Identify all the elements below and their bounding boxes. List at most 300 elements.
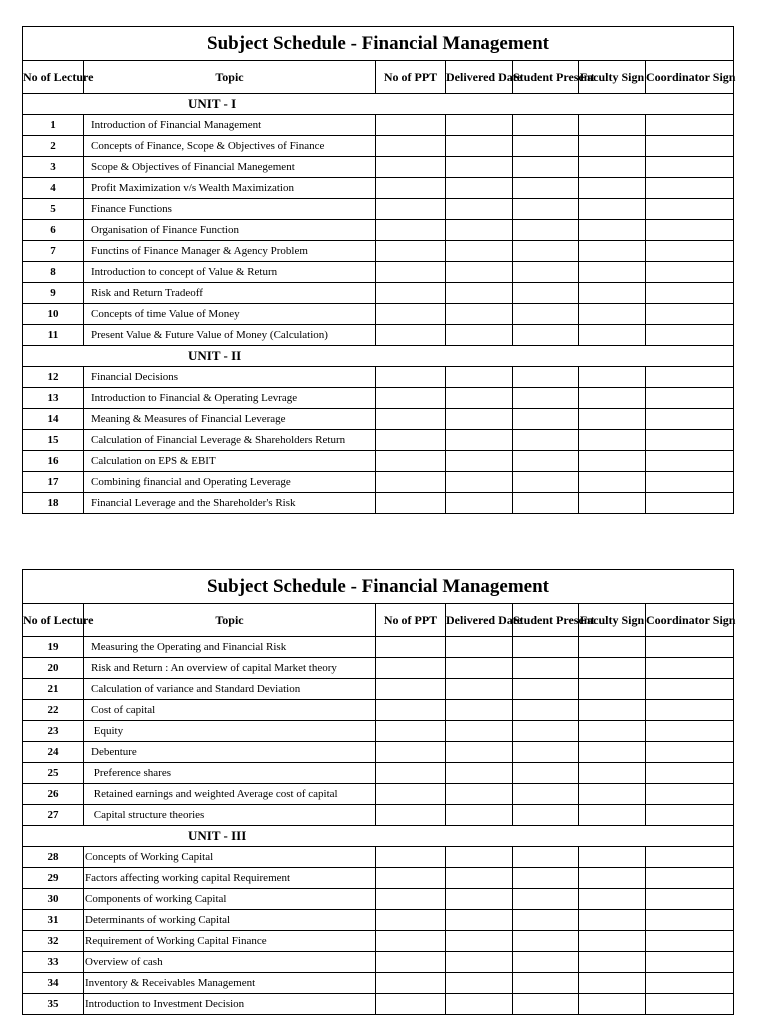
- ppt-cell[interactable]: [376, 367, 446, 388]
- table-row: [23, 847, 734, 868]
- lecture-number: 29: [23, 868, 84, 889]
- lecture-topic: Calculation of variance and Standard Deviation: [84, 679, 376, 700]
- lecture-number: 20: [23, 658, 84, 679]
- table-row: [23, 994, 734, 1015]
- ppt-cell[interactable]: [376, 115, 446, 136]
- lecture-topic: Overview of cash: [84, 952, 376, 973]
- delivered-date-cell[interactable]: [446, 451, 513, 472]
- lecture-number: 1: [23, 115, 84, 136]
- faculty-sign-cell[interactable]: [579, 952, 646, 973]
- table-row: [23, 367, 734, 388]
- lecture-number: 11: [23, 325, 84, 346]
- ppt-cell[interactable]: [376, 241, 446, 262]
- coordinator-sign-cell[interactable]: [646, 952, 734, 973]
- header-coordinator-sign: Coordinator Sign: [646, 61, 734, 94]
- faculty-sign-cell[interactable]: [579, 868, 646, 889]
- table-row: [23, 472, 734, 493]
- lecture-topic: Risk and Return Tradeoff: [84, 283, 376, 304]
- header-topic: Topic: [84, 604, 376, 637]
- student-present-cell[interactable]: [513, 367, 579, 388]
- coordinator-sign-cell[interactable]: [646, 283, 734, 304]
- coordinator-sign-cell[interactable]: [646, 304, 734, 325]
- lecture-number: 26: [23, 784, 84, 805]
- coordinator-sign-cell[interactable]: [646, 136, 734, 157]
- lecture-number: 23: [23, 721, 84, 742]
- lecture-number: 25: [23, 763, 84, 784]
- lecture-topic: Equity: [84, 721, 376, 742]
- faculty-sign-cell[interactable]: [579, 805, 646, 826]
- lecture-number: 22: [23, 700, 84, 721]
- lecture-topic: Debenture: [84, 742, 376, 763]
- lecture-topic: Requirement of Working Capital Finance: [84, 931, 376, 952]
- ppt-cell[interactable]: [376, 262, 446, 283]
- table-row: [23, 493, 734, 514]
- lecture-topic: Risk and Return : An overview of capital Market theory: [84, 658, 376, 679]
- ppt-cell[interactable]: [376, 700, 446, 721]
- delivered-date-cell[interactable]: [446, 157, 513, 178]
- coordinator-sign-cell[interactable]: [646, 388, 734, 409]
- lecture-topic: Cost of capital: [84, 700, 376, 721]
- table-row: [23, 199, 734, 220]
- student-present-cell[interactable]: [513, 889, 579, 910]
- faculty-sign-cell[interactable]: [579, 658, 646, 679]
- student-present-cell[interactable]: [513, 451, 579, 472]
- table-row: [23, 388, 734, 409]
- lecture-number: 3: [23, 157, 84, 178]
- lecture-topic: Preference shares: [84, 763, 376, 784]
- student-present-cell[interactable]: [513, 847, 579, 868]
- ppt-cell[interactable]: [376, 493, 446, 514]
- delivered-date-cell[interactable]: [446, 868, 513, 889]
- lecture-number: 30: [23, 889, 84, 910]
- unit-heading: UNIT - III: [23, 826, 734, 847]
- header-faculty-sign: Faculty Sign: [579, 61, 646, 94]
- delivered-date-cell[interactable]: [446, 304, 513, 325]
- table-row: [23, 889, 734, 910]
- student-present-cell[interactable]: [513, 973, 579, 994]
- lecture-number: 21: [23, 679, 84, 700]
- table-row: [23, 115, 734, 136]
- coordinator-sign-cell[interactable]: [646, 994, 734, 1015]
- student-present-cell[interactable]: [513, 763, 579, 784]
- student-present-cell[interactable]: [513, 262, 579, 283]
- ppt-cell[interactable]: [376, 409, 446, 430]
- coordinator-sign-cell[interactable]: [646, 409, 734, 430]
- faculty-sign-cell[interactable]: [579, 973, 646, 994]
- coordinator-sign-cell[interactable]: [646, 973, 734, 994]
- coordinator-sign-cell[interactable]: [646, 157, 734, 178]
- lecture-number: 8: [23, 262, 84, 283]
- ppt-cell[interactable]: [376, 430, 446, 451]
- faculty-sign-cell[interactable]: [579, 784, 646, 805]
- delivered-date-cell[interactable]: [446, 952, 513, 973]
- table-row: [23, 157, 734, 178]
- faculty-sign-cell[interactable]: [579, 388, 646, 409]
- header-ppt: No of PPT: [376, 604, 446, 637]
- table-row: [23, 220, 734, 241]
- lecture-number: 10: [23, 304, 84, 325]
- lecture-number: 15: [23, 430, 84, 451]
- student-present-cell[interactable]: [513, 868, 579, 889]
- lecture-topic: Concepts of Working Capital: [84, 847, 376, 868]
- ppt-cell[interactable]: [376, 784, 446, 805]
- coordinator-sign-cell[interactable]: [646, 889, 734, 910]
- student-present-cell[interactable]: [513, 721, 579, 742]
- lecture-number: 14: [23, 409, 84, 430]
- lecture-number: 4: [23, 178, 84, 199]
- ppt-cell[interactable]: [376, 472, 446, 493]
- delivered-date-cell[interactable]: [446, 805, 513, 826]
- schedule-title: Subject Schedule - Financial Management: [23, 570, 734, 604]
- faculty-sign-cell[interactable]: [579, 430, 646, 451]
- lecture-number: 17: [23, 472, 84, 493]
- delivered-date-cell[interactable]: [446, 763, 513, 784]
- delivered-date-cell[interactable]: [446, 409, 513, 430]
- lecture-topic: Calculation on EPS & EBIT: [84, 451, 376, 472]
- delivered-date-cell[interactable]: [446, 178, 513, 199]
- faculty-sign-cell[interactable]: [579, 409, 646, 430]
- ppt-cell[interactable]: [376, 157, 446, 178]
- table-row: [23, 430, 734, 451]
- table-row: [23, 262, 734, 283]
- header-student-present: Student Present: [513, 604, 579, 637]
- student-present-cell[interactable]: [513, 199, 579, 220]
- table-row: [23, 283, 734, 304]
- faculty-sign-cell[interactable]: [579, 451, 646, 472]
- lecture-number: 35: [23, 994, 84, 1015]
- delivered-date-cell[interactable]: [446, 700, 513, 721]
- delivered-date-cell[interactable]: [446, 220, 513, 241]
- ppt-cell[interactable]: [376, 952, 446, 973]
- lecture-topic: Financial Decisions: [84, 367, 376, 388]
- delivered-date-cell[interactable]: [446, 637, 513, 658]
- lecture-number: 32: [23, 931, 84, 952]
- lecture-topic: Meaning & Measures of Financial Leverage: [84, 409, 376, 430]
- faculty-sign-cell[interactable]: [579, 847, 646, 868]
- faculty-sign-cell[interactable]: [579, 115, 646, 136]
- coordinator-sign-cell[interactable]: [646, 262, 734, 283]
- ppt-cell[interactable]: [376, 847, 446, 868]
- table-row: [23, 679, 734, 700]
- student-present-cell[interactable]: [513, 136, 579, 157]
- coordinator-sign-cell[interactable]: [646, 721, 734, 742]
- delivered-date-cell[interactable]: [446, 241, 513, 262]
- ppt-cell[interactable]: [376, 304, 446, 325]
- student-present-cell[interactable]: [513, 994, 579, 1015]
- delivered-date-cell[interactable]: [446, 679, 513, 700]
- student-present-cell[interactable]: [513, 241, 579, 262]
- lecture-topic: Measuring the Operating and Financial Risk: [84, 637, 376, 658]
- ppt-cell[interactable]: [376, 451, 446, 472]
- lecture-number: 2: [23, 136, 84, 157]
- lecture-topic: Factors affecting working capital Requirement: [84, 868, 376, 889]
- coordinator-sign-cell[interactable]: [646, 658, 734, 679]
- ppt-cell[interactable]: [376, 679, 446, 700]
- lecture-topic: Financial Leverage and the Shareholder's Risk: [84, 493, 376, 514]
- coordinator-sign-cell[interactable]: [646, 178, 734, 199]
- lecture-topic: Present Value & Future Value of Money (Calculation): [84, 325, 376, 346]
- header-faculty-sign: Faculty Sign: [579, 604, 646, 637]
- table-row: [23, 136, 734, 157]
- lecture-number: 9: [23, 283, 84, 304]
- header-lecture-no: No of Lecture: [23, 604, 84, 637]
- lecture-topic: Introduction to Investment Decision: [84, 994, 376, 1015]
- ppt-cell[interactable]: [376, 931, 446, 952]
- ppt-cell[interactable]: [376, 994, 446, 1015]
- delivered-date-cell[interactable]: [446, 136, 513, 157]
- table-row: [23, 805, 734, 826]
- table-row: [23, 784, 734, 805]
- lecture-topic: Combining financial and Operating Leverage: [84, 472, 376, 493]
- faculty-sign-cell[interactable]: [579, 637, 646, 658]
- coordinator-sign-cell[interactable]: [646, 199, 734, 220]
- lecture-number: 6: [23, 220, 84, 241]
- schedule-table-1: [22, 26, 734, 514]
- delivered-date-cell[interactable]: [446, 199, 513, 220]
- coordinator-sign-cell[interactable]: [646, 241, 734, 262]
- table-row: [23, 952, 734, 973]
- coordinator-sign-cell[interactable]: [646, 847, 734, 868]
- student-present-cell[interactable]: [513, 637, 579, 658]
- delivered-date-cell[interactable]: [446, 367, 513, 388]
- lecture-topic: Introduction to Financial & Operating Levrage: [84, 388, 376, 409]
- student-present-cell[interactable]: [513, 178, 579, 199]
- lecture-topic: Introduction to concept of Value & Return: [84, 262, 376, 283]
- coordinator-sign-cell[interactable]: [646, 220, 734, 241]
- delivered-date-cell[interactable]: [446, 472, 513, 493]
- lecture-topic: Retained earnings and weighted Average cost of capital: [84, 784, 376, 805]
- lecture-number: 7: [23, 241, 84, 262]
- faculty-sign-cell[interactable]: [579, 241, 646, 262]
- lecture-topic: Functins of Finance Manager & Agency Problem: [84, 241, 376, 262]
- student-present-cell[interactable]: [513, 220, 579, 241]
- ppt-cell[interactable]: [376, 178, 446, 199]
- table-row: [23, 409, 734, 430]
- table-row: [23, 721, 734, 742]
- coordinator-sign-cell[interactable]: [646, 493, 734, 514]
- coordinator-sign-cell[interactable]: [646, 700, 734, 721]
- faculty-sign-cell[interactable]: [579, 136, 646, 157]
- lecture-number: 24: [23, 742, 84, 763]
- ppt-cell[interactable]: [376, 889, 446, 910]
- coordinator-sign-cell[interactable]: [646, 679, 734, 700]
- table-row: [23, 658, 734, 679]
- lecture-topic: Finance Functions: [84, 199, 376, 220]
- lecture-topic: Scope & Objectives of Financial Manegement: [84, 157, 376, 178]
- ppt-cell[interactable]: [376, 868, 446, 889]
- table-row: [23, 868, 734, 889]
- ppt-cell[interactable]: [376, 283, 446, 304]
- unit-heading: UNIT - II: [23, 346, 734, 367]
- delivered-date-cell[interactable]: [446, 388, 513, 409]
- student-present-cell[interactable]: [513, 658, 579, 679]
- header-lecture-no: No of Lecture: [23, 61, 84, 94]
- faculty-sign-cell[interactable]: [579, 220, 646, 241]
- coordinator-sign-cell[interactable]: [646, 910, 734, 931]
- ppt-cell[interactable]: [376, 721, 446, 742]
- table-row: [23, 241, 734, 262]
- ppt-cell[interactable]: [376, 220, 446, 241]
- coordinator-sign-cell[interactable]: [646, 805, 734, 826]
- ppt-cell[interactable]: [376, 910, 446, 931]
- coordinator-sign-cell[interactable]: [646, 931, 734, 952]
- faculty-sign-cell[interactable]: [579, 994, 646, 1015]
- coordinator-sign-cell[interactable]: [646, 472, 734, 493]
- delivered-date-cell[interactable]: [446, 784, 513, 805]
- lecture-number: 28: [23, 847, 84, 868]
- schedule-title: Subject Schedule - Financial Management: [23, 27, 734, 61]
- faculty-sign-cell[interactable]: [579, 721, 646, 742]
- lecture-topic: Capital structure theories: [84, 805, 376, 826]
- table-row: [23, 178, 734, 199]
- delivered-date-cell[interactable]: [446, 658, 513, 679]
- table-row: [23, 451, 734, 472]
- coordinator-sign-cell[interactable]: [646, 325, 734, 346]
- lecture-number: 16: [23, 451, 84, 472]
- lecture-topic: Calculation of Financial Leverage & Shareholders Return: [84, 430, 376, 451]
- student-present-cell[interactable]: [513, 157, 579, 178]
- lecture-number: 12: [23, 367, 84, 388]
- lecture-topic: Concepts of time Value of Money: [84, 304, 376, 325]
- student-present-cell[interactable]: [513, 493, 579, 514]
- delivered-date-cell[interactable]: [446, 994, 513, 1015]
- lecture-number: 19: [23, 637, 84, 658]
- student-present-cell[interactable]: [513, 952, 579, 973]
- table-row: [23, 742, 734, 763]
- faculty-sign-cell[interactable]: [579, 178, 646, 199]
- student-present-cell[interactable]: [513, 472, 579, 493]
- ppt-cell[interactable]: [376, 805, 446, 826]
- ppt-cell[interactable]: [376, 199, 446, 220]
- lecture-number: 18: [23, 493, 84, 514]
- schedule-table-2: [22, 569, 734, 1015]
- table-row: [23, 700, 734, 721]
- student-present-cell[interactable]: [513, 700, 579, 721]
- lecture-topic: Concepts of Finance, Scope & Objectives of Finance: [84, 136, 376, 157]
- student-present-cell[interactable]: [513, 742, 579, 763]
- ppt-cell[interactable]: [376, 136, 446, 157]
- faculty-sign-cell[interactable]: [579, 763, 646, 784]
- student-present-cell[interactable]: [513, 805, 579, 826]
- faculty-sign-cell[interactable]: [579, 199, 646, 220]
- coordinator-sign-cell[interactable]: [646, 742, 734, 763]
- table-row: [23, 910, 734, 931]
- coordinator-sign-cell[interactable]: [646, 451, 734, 472]
- faculty-sign-cell[interactable]: [579, 283, 646, 304]
- student-present-cell[interactable]: [513, 679, 579, 700]
- student-present-cell[interactable]: [513, 409, 579, 430]
- delivered-date-cell[interactable]: [446, 973, 513, 994]
- faculty-sign-cell[interactable]: [579, 325, 646, 346]
- lecture-topic: Components of working Capital: [84, 889, 376, 910]
- coordinator-sign-cell[interactable]: [646, 868, 734, 889]
- header-coordinator-sign: Coordinator Sign: [646, 604, 734, 637]
- delivered-date-cell[interactable]: [446, 430, 513, 451]
- lecture-number: 27: [23, 805, 84, 826]
- ppt-cell[interactable]: [376, 658, 446, 679]
- ppt-cell[interactable]: [376, 325, 446, 346]
- ppt-cell[interactable]: [376, 388, 446, 409]
- student-present-cell[interactable]: [513, 784, 579, 805]
- header-delivered-date: Delivered Date: [446, 61, 513, 94]
- student-present-cell[interactable]: [513, 430, 579, 451]
- lecture-number: 13: [23, 388, 84, 409]
- student-present-cell[interactable]: [513, 388, 579, 409]
- delivered-date-cell[interactable]: [446, 283, 513, 304]
- lecture-topic: Profit Maximization v/s Wealth Maximization: [84, 178, 376, 199]
- delivered-date-cell[interactable]: [446, 493, 513, 514]
- faculty-sign-cell[interactable]: [579, 367, 646, 388]
- student-present-cell[interactable]: [513, 910, 579, 931]
- delivered-date-cell[interactable]: [446, 721, 513, 742]
- faculty-sign-cell[interactable]: [579, 493, 646, 514]
- coordinator-sign-cell[interactable]: [646, 763, 734, 784]
- lecture-topic: Determinants of working Capital: [84, 910, 376, 931]
- lecture-number: 31: [23, 910, 84, 931]
- delivered-date-cell[interactable]: [446, 931, 513, 952]
- faculty-sign-cell[interactable]: [579, 304, 646, 325]
- delivered-date-cell[interactable]: [446, 262, 513, 283]
- unit-heading: UNIT - I: [23, 94, 734, 115]
- delivered-date-cell[interactable]: [446, 910, 513, 931]
- header-ppt: No of PPT: [376, 61, 446, 94]
- table-row: [23, 325, 734, 346]
- coordinator-sign-cell[interactable]: [646, 367, 734, 388]
- ppt-cell[interactable]: [376, 763, 446, 784]
- table-row: [23, 973, 734, 994]
- ppt-cell[interactable]: [376, 742, 446, 763]
- lecture-topic: Introduction of Financial Management: [84, 115, 376, 136]
- faculty-sign-cell[interactable]: [579, 742, 646, 763]
- faculty-sign-cell[interactable]: [579, 157, 646, 178]
- table-row: [23, 763, 734, 784]
- table-row: [23, 931, 734, 952]
- faculty-sign-cell[interactable]: [579, 700, 646, 721]
- table-row: [23, 637, 734, 658]
- coordinator-sign-cell[interactable]: [646, 784, 734, 805]
- student-present-cell[interactable]: [513, 115, 579, 136]
- delivered-date-cell[interactable]: [446, 742, 513, 763]
- student-present-cell[interactable]: [513, 325, 579, 346]
- faculty-sign-cell[interactable]: [579, 679, 646, 700]
- table-row: [23, 304, 734, 325]
- student-present-cell[interactable]: [513, 931, 579, 952]
- coordinator-sign-cell[interactable]: [646, 637, 734, 658]
- lecture-number: 33: [23, 952, 84, 973]
- faculty-sign-cell[interactable]: [579, 262, 646, 283]
- faculty-sign-cell[interactable]: [579, 889, 646, 910]
- ppt-cell[interactable]: [376, 637, 446, 658]
- faculty-sign-cell[interactable]: [579, 931, 646, 952]
- lecture-number: 5: [23, 199, 84, 220]
- coordinator-sign-cell[interactable]: [646, 430, 734, 451]
- delivered-date-cell[interactable]: [446, 115, 513, 136]
- student-present-cell[interactable]: [513, 304, 579, 325]
- student-present-cell[interactable]: [513, 283, 579, 304]
- header-topic: Topic: [84, 61, 376, 94]
- faculty-sign-cell[interactable]: [579, 910, 646, 931]
- lecture-number: 34: [23, 973, 84, 994]
- header-student-present: Student Present: [513, 61, 579, 94]
- coordinator-sign-cell[interactable]: [646, 115, 734, 136]
- faculty-sign-cell[interactable]: [579, 472, 646, 493]
- delivered-date-cell[interactable]: [446, 889, 513, 910]
- lecture-topic: Inventory & Receivables Management: [84, 973, 376, 994]
- ppt-cell[interactable]: [376, 973, 446, 994]
- delivered-date-cell[interactable]: [446, 325, 513, 346]
- delivered-date-cell[interactable]: [446, 847, 513, 868]
- lecture-topic: Organisation of Finance Function: [84, 220, 376, 241]
